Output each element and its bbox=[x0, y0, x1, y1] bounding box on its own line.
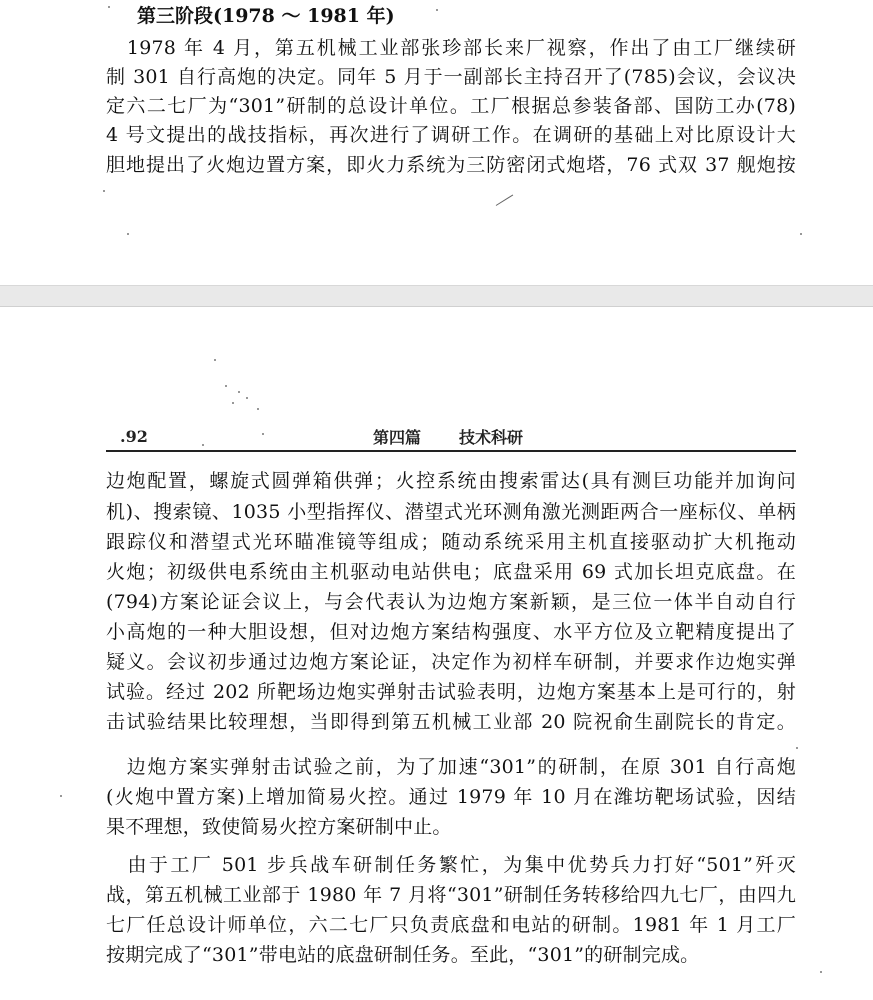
scan-speck bbox=[436, 9, 438, 11]
scan-speck bbox=[60, 795, 62, 797]
scan-speck bbox=[232, 402, 234, 404]
text-line: 七厂任总设计师单位，六二七厂只负责底盘和电站的研制。1981 年 1 月工厂 bbox=[106, 914, 796, 936]
text-line: 由于工厂 501 步兵战车研制任务繁忙，为集中优势兵力打好“501”歼灭 bbox=[106, 854, 796, 876]
section-heading: 第三阶段(1978 ～ 1981 年) bbox=[137, 5, 395, 27]
scan-speck bbox=[246, 397, 248, 399]
text-line: 击试验结果比较理想，当即得到第五机械工业部 20 院祝俞生副院长的肯定。 bbox=[106, 711, 796, 733]
scan-speck bbox=[820, 971, 822, 973]
chapter-title: 技术科研 bbox=[459, 428, 524, 447]
part-label: 第四篇 bbox=[373, 428, 422, 447]
scan-speck bbox=[238, 391, 240, 393]
scan-speck bbox=[225, 385, 227, 387]
text-line: 按期完成了“301”带电站的底盘研制任务。至此，“301”的研制完成。 bbox=[106, 944, 700, 966]
scan-speck bbox=[257, 408, 259, 410]
text-line: 定六二七厂为“301”研制的总设计单位。工厂根据总参装备部、国防工办(78) bbox=[106, 95, 796, 117]
scan-speck bbox=[202, 444, 204, 446]
scan-speck bbox=[108, 6, 110, 8]
scan-speck bbox=[796, 747, 798, 749]
text-line: 边炮方案实弹射击试验之前，为了加速“301”的研制，在原 301 自行高炮 bbox=[106, 756, 796, 778]
text-line: 边炮配置，螺旋式圆弹箱供弹；火控系统由搜索雷达(具有测巨功能并加询问 bbox=[106, 470, 796, 492]
text-line: 胆地提出了火炮边置方案，即火力系统为三防密闭式炮塔，76 式双 37 舰炮按 bbox=[106, 154, 796, 176]
text-line: 试验。经过 202 所靶场边炮实弹射击试验表明，边炮方案基本上是可行的，射 bbox=[106, 681, 796, 703]
text-line: 战，第五机械工业部于 1980 年 7 月将“301”研制任务转移给四九七厂，由四九 bbox=[106, 884, 796, 906]
text-line: (794)方案论证会议上，与会代表认为边炮方案新颖，是三位一体半自动自行 bbox=[106, 591, 796, 613]
text-line: 机)、搜索镜、1035 小型指挥仪、潜望式光环测角激光测距两合一座标仪、单柄 bbox=[106, 501, 796, 523]
scan-speck bbox=[103, 190, 105, 192]
header-rule bbox=[106, 450, 796, 452]
scan-speck bbox=[800, 233, 802, 235]
text-line: 果不理想，致使简易火控方案研制中止。 bbox=[106, 816, 452, 838]
current-page bbox=[0, 306, 873, 1000]
text-line: 跟踪仪和潜望式光环瞄准镜等组成；随动系统采用主机直接驱动扩大机拖动 bbox=[106, 531, 796, 553]
text-line: 4 号文提出的战技指标，再次进行了调研工作。在调研的基础上对比原设计大 bbox=[106, 124, 796, 146]
text-line: 火炮；初级供电系统由主机驱动电站供电；底盘采用 69 式加长坦克底盘。在 bbox=[106, 561, 796, 583]
text-line: 1978 年 4 月，第五机械工业部张珍部长来厂视察，作出了由工厂继续研 bbox=[106, 37, 796, 59]
text-line: 小高炮的一种大胆设想，但对边炮方案结构强度、水平方位及立靶精度提出了 bbox=[106, 621, 796, 643]
scan-speck bbox=[127, 233, 129, 235]
scan-speck bbox=[262, 433, 264, 435]
scan-speck bbox=[214, 359, 216, 361]
pen-mark bbox=[496, 194, 513, 205]
text-line: 制 301 自行高炮的决定。同年 5 月于一副部长主持召开了(785)会议，会议决 bbox=[106, 66, 796, 88]
running-header bbox=[373, 425, 523, 448]
text-line: 疑义。会议初步通过边炮方案论证，决定作为初样车研制，并要求作边炮实弹 bbox=[106, 651, 796, 673]
page-number: .92 bbox=[120, 427, 148, 446]
previous-page bbox=[0, 0, 873, 286]
text-line: (火炮中置方案)上增加简易火控。通过 1979 年 10 月在潍坊靶场试验，因结 bbox=[106, 786, 796, 808]
